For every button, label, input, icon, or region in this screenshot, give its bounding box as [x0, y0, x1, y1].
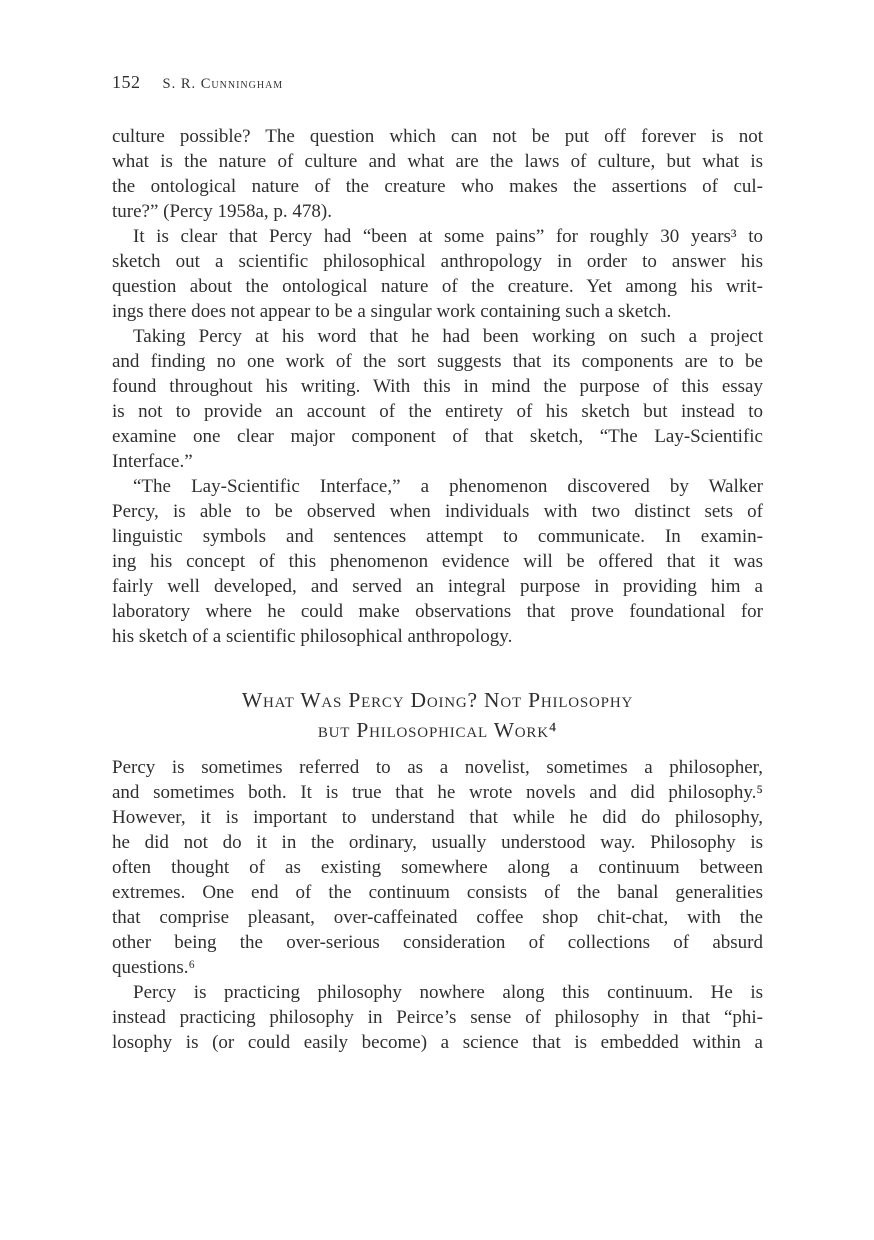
- section-heading-line: What Was Percy Doing? Not Philosophy: [241, 688, 634, 712]
- text-line: the ontological nature of the creature who makes the assertions of cul-: [112, 176, 763, 197]
- text-line: his sketch of a scientific philosophical anthropology.: [112, 626, 513, 647]
- text-line: linguistic symbols and sentences attempt to communicate. In examin-: [112, 526, 763, 547]
- text-line: and finding no one work of the sort suggests that its components are to be: [112, 351, 763, 372]
- text-line: Interface.”: [112, 451, 193, 472]
- text-line: extremes. One end of the continuum consists of the banal generalities: [112, 882, 763, 903]
- paragraph: [112, 474, 763, 649]
- text-line: ings there does not appear to be a singular work containing such a sketch.: [112, 301, 672, 322]
- text-line: instead practicing philosophy in Peirce’s sense of philosophy in that “phi-: [112, 1007, 763, 1028]
- paragraph: [112, 324, 763, 474]
- text-line: that comprise pleasant, over-caffeinated coffee shop chit-chat, with the: [112, 907, 763, 928]
- paragraph: [112, 224, 763, 324]
- running-header-author: S. R. Cunningham: [162, 76, 284, 92]
- text-line: examine one clear major component of that sketch, “The Lay-Scientific: [112, 426, 763, 447]
- text-line: Percy is sometimes referred to as a novelist, sometimes a philosopher,: [112, 757, 763, 778]
- text-line: and sometimes both. It is true that he wrote novels and did philosophy.⁵: [112, 782, 763, 803]
- text-line: questions.⁶: [112, 957, 196, 978]
- text-line: Taking Percy at his word that he had been working on such a project: [133, 326, 763, 347]
- text-line: what is the nature of culture and what are the laws of culture, but what is: [112, 151, 763, 172]
- text-line: question about the ontological nature of the creature. Yet among his writ-: [112, 276, 763, 297]
- text-line: ing his concept of this phenomenon evidence will be offered that it was: [112, 551, 763, 572]
- page-content: [112, 124, 763, 1055]
- text-line: However, it is important to understand that while he did do philosophy,: [112, 807, 763, 828]
- text-line: “The Lay-Scientific Interface,” a phenomenon discovered by Walker: [133, 476, 763, 497]
- text-line: It is clear that Percy had “been at some pains” for roughly 30 years³ to: [133, 226, 763, 247]
- text-line: Percy is practicing philosophy nowhere along this continuum. He is: [133, 982, 763, 1003]
- paragraph: [112, 124, 763, 224]
- section-heading-line: but Philosophical Work⁴: [317, 718, 558, 742]
- text-line: losophy is (or could easily become) a science that is embedded within a: [112, 1032, 763, 1053]
- text-line: sketch out a scientific philosophical anthropology in order to answer his: [112, 251, 763, 272]
- paragraph: [112, 755, 763, 980]
- text-line: he did not do it in the ordinary, usually understood way. Philosophy is: [112, 832, 763, 853]
- text-line: is not to provide an account of the entirety of his sketch but instead to: [112, 401, 763, 422]
- section-heading: [112, 685, 763, 745]
- text-line: Percy, is able to be observed when individuals with two distinct sets of: [112, 501, 763, 522]
- text-line: laboratory where he could make observations that prove foundational for: [112, 601, 763, 622]
- text-line: fairly well developed, and served an integral purpose in providing him a: [112, 576, 763, 597]
- page-number: 152: [112, 72, 141, 92]
- text-line: other being the over-serious consideration of collections of absurd: [112, 932, 763, 953]
- text-line: often thought of as existing somewhere along a continuum between: [112, 857, 763, 878]
- text-line: ture?” (Percy 1958a, p. 478).: [112, 201, 333, 222]
- running-header: [112, 72, 283, 93]
- text-line: culture possible? The question which can not be put off forever is not: [112, 126, 763, 147]
- text-line: found throughout his writing. With this in mind the purpose of this essay: [112, 376, 763, 397]
- paragraph: [112, 980, 763, 1055]
